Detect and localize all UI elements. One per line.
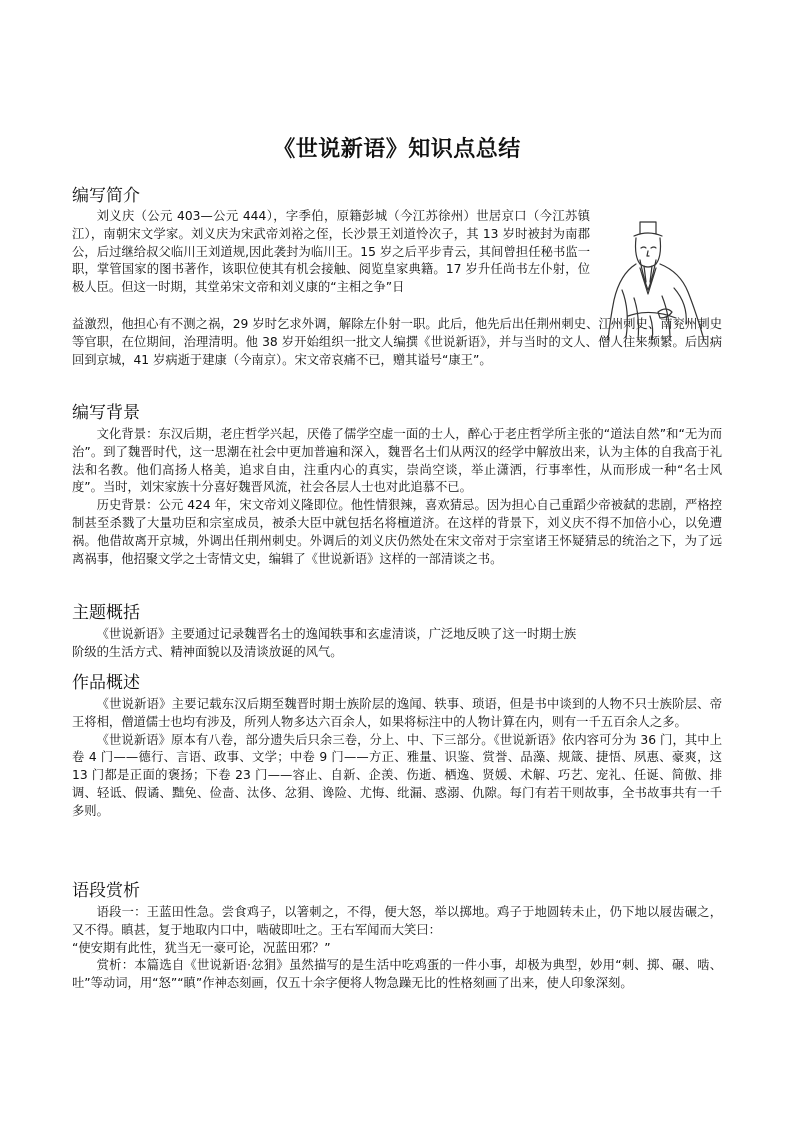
section-heading-appreciation: 语段赏析 [72,881,140,901]
section-heading-background: 编写背景 [72,403,140,423]
section-heading-theme: 主题概括 [72,603,140,623]
historical-background-paragraph: 历史背景：公元 424 年，宋文帝刘义隆即位。他性情狠辣，喜欢猜忌。因为担心自己重蹈少帝被弑的悲剧，严格控制甚至杀戮了大量功臣和宗室成员，被杀大臣中就包括名将檀道济。在这样的背景下，刘义庆不得不加倍小心，以免遭祸。他借故离开京城，外调出任荆州刺史。外调后的刘义庆仍然处在宋文帝对于宗室诸王怀疑猜忌的统治之下，为了远离祸事，他招聚文学之士寄情文史，编辑了《世说新语》这样的一部清谈之书。 [72,498,722,566]
background-text [72,426,722,568]
intro-paragraph: 刘义庆（公元 403—公元 444），字季伯，原籍彭城（今江苏徐州）世居京口（今江苏镇江），南朝宋文学家。刘义庆为宋武帝刘裕之侄，长沙景王刘道怜次子，其 13 岁时被封为南郡公，后过继给叔父临川王刘道规,因此袭封为临川王。15 岁之后平步青云，其间曾担任秘书监一职，掌管国家的图书著作，该职位使其有机会接触、阅览皇家典籍。17 岁升任尚书左仆射，位极人臣。但这一时期，其堂弟宋文帝和刘义康的“主相之争”日 [72,209,590,295]
appreciation-paragraph: 赏析：本篇选自《世说新语·忿狷》虽然描写的是生活中吃鸡蛋的一件小事，却极为典型，妙用“刺、掷、碾、啮、吐”等动词，用“怒”“瞋”作神态刻画，仅五十余字便将人物急躁无比的性格刻画了出来，使人印象深刻。 [72,958,722,991]
theme-text [72,626,722,662]
overview-paragraph-2: 《世说新语》原本有八卷，部分遗失后只余三卷，分上、中、下三部分。《世说新语》依内容可分为 36 门，其中上卷 4 门——德行、言语、政事、文学；中卷 9 门——方正、雅量、识鉴、赏誉、品藻、规箴、捷悟、夙惠、豪爽，这 13 门都是正面的褒扬；下卷 23 门——容止、自新、企羡、伤逝、栖逸、贤媛、术解、巧艺、宠礼、任诞、简傲、排调、轻诋、假谲、黜免、俭啬、汰侈、忿狷、谗险、尤悔、纰漏、惑溺、仇隙。每门有若干则故事，全书故事共有一千多则。 [72,732,722,818]
liu-yiqing-portrait [600,220,720,342]
theme-line-1: 《世说新语》主要通过记录魏晋名士的逸闻轶事和玄虚清谈，广泛地反映了这一时期士族 [96,627,577,641]
theme-line-2: 阶级的生活方式、精神面貌以及清谈放诞的风气。 [72,644,343,659]
overview-text [72,696,722,821]
page-title: 《世说新语》知识点总结 [273,137,521,162]
excerpt-quote: “使安期有此性，犹当无一豪可论，况蓝田邪？” [72,940,331,955]
appreciation-text [72,904,722,993]
section-heading-intro: 编写简介 [72,186,140,206]
overview-paragraph-1: 《世说新语》主要记载东汉后期至魏晋时期士族阶层的逸闻、轶事、琐语，但是书中谈到的人物不只士族阶层、帝王将相，僧道儒士也均有涉及，所列人物多达六百余人，如果将标注中的人物计算在内，则有一千五百余人之多。 [72,697,722,729]
excerpt-paragraph: 语段一：王蓝田性急。尝食鸡子，以箸刺之，不得，便大怒，举以掷地。鸡子于地圆转未止，仍下地以屐齿碾之，又不得。瞋甚，复于地取内口中，啮破即吐之。王右军闻而大笑曰： [72,905,722,937]
intro-paragraph-continuation: 益激烈，他担心有不测之祸，29 岁时乞求外调，解除左仆射一职。此后，他先后出任荆州刺史、江州刺史、南兖州刺史等官职，在位期间，治理清明。他 38 岁开始组织一批文人编撰《世说新语》，并与当时的文人、僧人往来频繁。后因病回到京城，41 岁病逝于建康（今南京）。宋文帝哀痛不已，赠其谥号“康王”。 [72,317,722,367]
cultural-background-paragraph: 文化背景：东汉后期，老庄哲学兴起，厌倦了儒学空虚一面的士人，醉心于老庄哲学所主张的“道法自然”和“无为而治”。到了魏晋时代，这一思潮在社会中更加普遍和深入，魏晋名士们从两汉的经学中解放出来，认为主体的自我高于礼法和名教。他们高扬人格美，追求自由，注重内心的真实，崇尚空谈，举止潇洒，行事率性，从而形成一种“名士风度”。当时，刘宋家族十分喜好魏晋风流，社会各层人士也对此追慕不已。 [72,427,722,495]
section-heading-overview: 作品概述 [72,673,140,693]
